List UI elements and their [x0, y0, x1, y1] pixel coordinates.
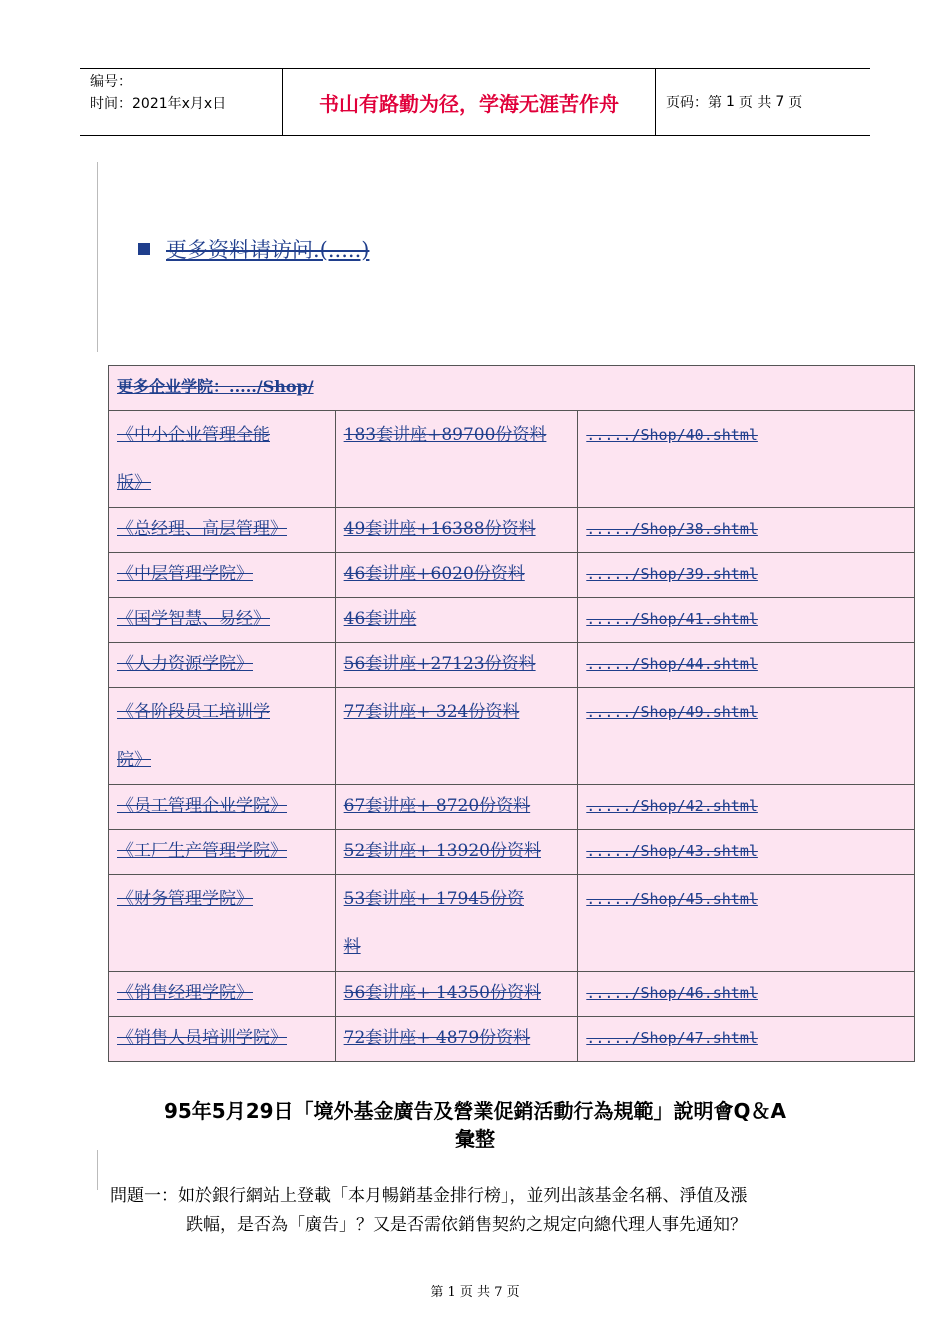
- college-info-link[interactable]: [335, 643, 578, 688]
- margin-line: [97, 162, 98, 352]
- college-name-link-text: 《工厂生产管理学院》: [117, 841, 287, 861]
- table-row: [109, 875, 915, 972]
- college-info-link-text: 52套讲座+ 13920份资料: [343, 841, 541, 861]
- college-url-link[interactable]: [578, 785, 915, 830]
- college-info-link-text: 56套讲座+ 14350份资料: [343, 983, 541, 1003]
- college-info-link-text: 72套讲座+ 4879份资料: [343, 1028, 531, 1048]
- college-url-link-text: ...../Shop/46.shtml: [586, 984, 758, 1002]
- college-url-link[interactable]: [578, 643, 915, 688]
- header-page-info: [656, 69, 870, 135]
- college-info-link-text: 46套讲座+6020份资料: [343, 564, 525, 584]
- college-name-link-text: 《总经理、高层管理》: [117, 519, 287, 539]
- college-info-link[interactable]: [335, 553, 578, 598]
- college-name-link-text: 《中层管理学院》: [117, 564, 253, 584]
- college-url-link-text: ...../Shop/44.shtml: [586, 655, 758, 673]
- table-row: [109, 508, 915, 553]
- college-url-link[interactable]: [578, 830, 915, 875]
- college-name-link-text: 《销售经理学院》: [117, 983, 253, 1003]
- college-url-link-text: ...../Shop/38.shtml: [586, 520, 758, 538]
- college-name-link-text: 《销售人员培训学院》: [117, 1028, 287, 1048]
- margin-line: [97, 1150, 98, 1190]
- college-url-link[interactable]: [578, 688, 915, 785]
- college-name-link[interactable]: [109, 785, 336, 830]
- college-name-link[interactable]: [109, 411, 336, 508]
- square-bullet-icon: [138, 243, 150, 255]
- question-1-line-2: 跌幅，是否為「廣告」？又是否需依銷售契約之規定向總代理人事先通知？: [186, 1215, 747, 1235]
- college-info-link-text: 67套讲座+ 8720份资料: [343, 796, 531, 816]
- table-header-cell[interactable]: 更多企业学院：...../Shop/: [109, 366, 915, 411]
- question-1-line-1: 問題一：如於銀行網站上登載「本月暢銷基金排行榜」，並列出該基金名稱、淨值及漲: [110, 1186, 748, 1206]
- college-info-link[interactable]: [335, 875, 578, 972]
- table-row: [109, 553, 915, 598]
- page-header: [80, 68, 870, 136]
- college-url-link-text: ...../Shop/39.shtml: [586, 565, 758, 583]
- table-row: [109, 972, 915, 1017]
- college-info-link-text: 56套讲座+27123份资料: [343, 654, 536, 674]
- college-info-link-text: 46套讲座: [343, 609, 417, 629]
- college-name-link[interactable]: [109, 972, 336, 1017]
- header-meta: [80, 69, 282, 135]
- table-row: [109, 598, 915, 643]
- table-row: [109, 830, 915, 875]
- college-info-link[interactable]: [335, 1017, 578, 1062]
- table-row: [109, 688, 915, 785]
- page-label: 页码：第: [666, 95, 722, 111]
- college-name-link[interactable]: [109, 643, 336, 688]
- college-info-link[interactable]: [335, 785, 578, 830]
- college-name-link[interactable]: [109, 830, 336, 875]
- college-name-link[interactable]: [109, 553, 336, 598]
- college-info-link[interactable]: [335, 972, 578, 1017]
- college-url-link-text: ...../Shop/42.shtml: [586, 797, 758, 815]
- college-name-link-text: 院》: [117, 750, 151, 770]
- college-info-link[interactable]: [335, 688, 578, 785]
- table-row: [109, 785, 915, 830]
- college-url-link[interactable]: [578, 598, 915, 643]
- document-title: [100, 1097, 850, 1153]
- table-header-row: [109, 366, 915, 411]
- date-label: 时间：2021年x月x日: [90, 96, 227, 112]
- college-info-link-text: 49套讲座+16388份资料: [343, 519, 536, 539]
- college-url-link-text: ...../Shop/49.shtml: [586, 703, 758, 721]
- college-url-link-text: ...../Shop/45.shtml: [586, 890, 758, 908]
- page-end: 页: [788, 95, 803, 111]
- header-motto: 书山有路勤为径，学海无涯苦作舟: [282, 69, 656, 135]
- college-name-link-text: 《人力资源学院》: [117, 654, 253, 674]
- college-info-link[interactable]: [335, 598, 578, 643]
- document-title-line-1: 95年5月29日「境外基金廣告及營業促銷活動行為規範」說明會Q＆A: [163, 1099, 787, 1123]
- document-title-line-2: 彙整: [455, 1127, 495, 1151]
- college-info-link-text: 77套讲座+ 324份资料: [343, 702, 520, 722]
- college-name-link-text: 版》: [117, 473, 151, 493]
- page-footer: 第 1 页 共 7 页: [430, 1285, 520, 1300]
- page-total: 7: [775, 94, 785, 110]
- college-link-table: [108, 365, 915, 1062]
- college-url-link-text: ...../Shop/40.shtml: [586, 426, 758, 444]
- page-number: 1: [726, 94, 735, 110]
- college-info-link[interactable]: [335, 508, 578, 553]
- college-url-link[interactable]: [578, 508, 915, 553]
- college-url-link[interactable]: [578, 972, 915, 1017]
- college-info-link-text: 料: [343, 937, 361, 957]
- college-info-link-text: 53套讲座+ 17945份资: [343, 889, 524, 909]
- serial-label: 编号：: [90, 74, 132, 90]
- college-url-link[interactable]: [578, 411, 915, 508]
- college-name-link[interactable]: [109, 598, 336, 643]
- college-name-link[interactable]: [109, 688, 336, 785]
- college-info-link-text: 183套讲座+89700份资料: [343, 425, 547, 445]
- college-info-link[interactable]: [335, 411, 578, 508]
- college-name-link[interactable]: [109, 508, 336, 553]
- college-url-link[interactable]: [578, 875, 915, 972]
- college-url-link[interactable]: [578, 553, 915, 598]
- college-name-link[interactable]: [109, 1017, 336, 1062]
- college-name-link-text: 《中小企业管理全能: [117, 425, 270, 445]
- more-resources-link[interactable]: 更多资料请访问.(.....): [166, 238, 370, 262]
- more-resources: [138, 234, 369, 264]
- college-name-link-text: 《各阶段员工培训学: [117, 702, 270, 722]
- college-url-link-text: ...../Shop/47.shtml: [586, 1029, 758, 1047]
- table-row: [109, 643, 915, 688]
- college-url-link-text: ...../Shop/43.shtml: [586, 842, 758, 860]
- question-1: [110, 1182, 850, 1240]
- college-name-link-text: 《国学智慧、易经》: [117, 609, 270, 629]
- table-row: [109, 1017, 915, 1062]
- college-name-link-text: 《员工管理企业学院》: [117, 796, 287, 816]
- college-name-link[interactable]: [109, 875, 336, 972]
- college-url-link-text: ...../Shop/41.shtml: [586, 610, 758, 628]
- college-info-link[interactable]: [335, 830, 578, 875]
- table-row: [109, 411, 915, 508]
- college-url-link[interactable]: [578, 1017, 915, 1062]
- college-name-link-text: 《财务管理学院》: [117, 889, 253, 909]
- page-mid: 页 共: [738, 95, 772, 111]
